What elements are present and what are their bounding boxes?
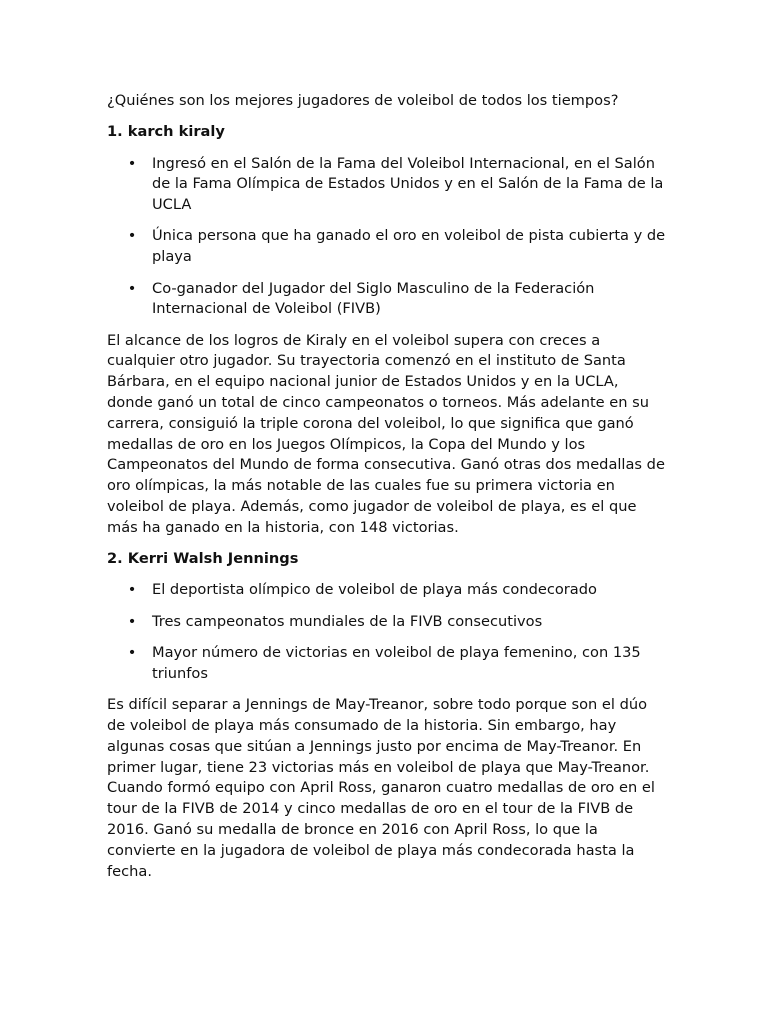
list-item — [107, 612, 667, 633]
list-item-text: Ingresó en el Salón de la Fama del Voleibol Internacional, en el Salón de la Fama Olímpica de Estados Unidos y en el Salón de la Fama de la UCLA — [152, 154, 664, 214]
list-item-text: Mayor número de victorias en voleibol de playa femenino, con 135 triunfos — [152, 644, 641, 682]
list-item — [107, 643, 667, 685]
list-item-text: Única persona que ha ganado el oro en voleibol de pista cubierta y de playa — [152, 227, 666, 266]
list-item — [107, 279, 667, 321]
section-karch-kiraly — [107, 122, 667, 538]
bullet-icon: • — [127, 279, 137, 297]
section-heading: 1. karch kiraly — [107, 123, 225, 141]
section-paragraph: Es difícil separar a Jennings de May-Treanor, sobre todo porque son el dúo de voleibol de playa más consumado de la historia. Sin embargo, hay algunas cosas que sitúan a Jennings justo por encima de May-Treanor. En primer lugar, tiene 23 victorias más en voleibol de playa que May-Treanor. Cuando formó equipo con April Ross, ganaron cuatro medallas de oro en el tour de la FIVB de 2014 y cinco medallas de oro en el tour de la FIVB de 2016. Ganó su medalla de bronce en 2016 con April Ross, lo que la convierte en la jugadora de voleibol de playa más condecorada hasta la fecha. — [107, 696, 655, 880]
list-item-text: Co-ganador del Jugador del Siglo Masculino de la Federación Internacional de Voleibol (FIVB) — [152, 279, 595, 318]
bullet-icon: • — [127, 581, 137, 599]
achievement-list — [107, 154, 667, 321]
bullet-icon: • — [127, 154, 137, 172]
bullet-icon: • — [127, 227, 137, 245]
bullet-icon: • — [127, 644, 137, 662]
section-heading: 2. Kerri Walsh Jennings — [107, 550, 299, 568]
achievement-list — [107, 580, 667, 684]
document-page — [107, 91, 667, 893]
intro-question: ¿Quiénes son los mejores jugadores de voleibol de todos los tiempos? — [107, 92, 619, 109]
section-paragraph: El alcance de los logros de Kiraly en el voleibol supera con creces a cualquier otro jugador. Su trayectoria comenzó en el instituto de Santa Bárbara, en el equipo nacional junior de Estados Unidos y en la UCLA, donde ganó un total de cinco campeonatos o torneos. Más adelante en su carrera, consiguió la triple corona del voleibol, lo que significa que ganó medallas de oro en los Juegos Olímpicos, la Copa del Mundo y los Campeonatos del Mundo de forma consecutiva. Ganó otras dos medallas de oro olímpicas, la más notable de las cuales fue su primera victoria en voleibol de playa. Además, como jugador de voleibol de playa, es el que más ha ganado en la historia, con 148 victorias. — [107, 331, 665, 536]
list-item — [107, 154, 667, 216]
list-item — [107, 580, 667, 601]
list-item-text: El deportista olímpico de voleibol de playa más condecorado — [152, 581, 597, 599]
section-kerri-walsh-jennings — [107, 549, 667, 882]
bullet-icon: • — [127, 612, 137, 630]
list-item — [107, 226, 667, 268]
list-item-text: Tres campeonatos mundiales de la FIVB consecutivos — [152, 612, 543, 630]
